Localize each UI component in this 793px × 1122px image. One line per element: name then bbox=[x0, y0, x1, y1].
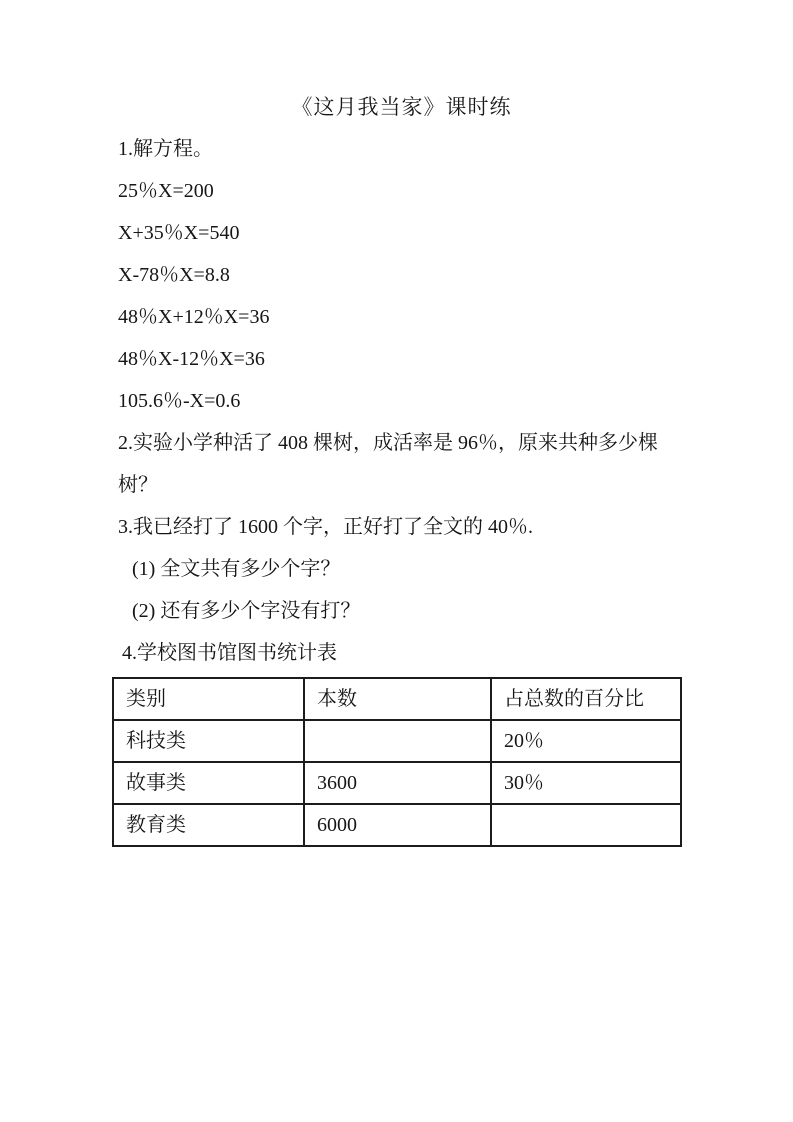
problem3-subquestion-2: (2) 还有多少个字没有打？ bbox=[132, 600, 361, 622]
table-cell: 故事类 bbox=[113, 762, 304, 804]
table-row bbox=[113, 762, 681, 804]
problem1-heading: 1.解方程。 bbox=[118, 138, 213, 160]
table-cell: 教育类 bbox=[113, 804, 304, 846]
header-cell-category: 类别 bbox=[113, 678, 304, 720]
equation-line-5: 48％X-12％X=36 bbox=[118, 348, 265, 370]
table-header-row bbox=[113, 678, 681, 720]
page-title: 《这月我当家》课时练 bbox=[291, 95, 512, 119]
problem3-text: 3.我已经打了 1600 个字，正好打了全文的 40％. bbox=[118, 516, 533, 538]
equation-line-3: X-78％X=8.8 bbox=[118, 264, 230, 286]
problem4-heading: 4.学校图书馆图书统计表 bbox=[122, 642, 337, 664]
table-cell: 6000 bbox=[304, 804, 491, 846]
problem2-text: 2.实验小学种活了 408 棵树，成活率是 96％，原来共种多少棵树？ bbox=[118, 432, 658, 496]
table-cell: 20％ bbox=[491, 720, 681, 762]
equation-line-4: 48％X+12％X=36 bbox=[118, 306, 270, 328]
header-cell-percentage: 占总数的百分比 bbox=[491, 678, 681, 720]
library-stats-table bbox=[112, 677, 682, 847]
table-cell bbox=[491, 804, 681, 846]
table-cell: 30％ bbox=[491, 762, 681, 804]
table-row bbox=[113, 804, 681, 846]
header-cell-count: 本数 bbox=[304, 678, 491, 720]
table-row bbox=[113, 720, 681, 762]
equation-line-1: 25％X=200 bbox=[118, 180, 214, 202]
equation-line-6: 105.6％-X=0.6 bbox=[118, 390, 241, 412]
table-cell: 3600 bbox=[304, 762, 491, 804]
table-cell: 科技类 bbox=[113, 720, 304, 762]
table-cell bbox=[304, 720, 491, 762]
problem3-subquestion-1: (1) 全文共有多少个字？ bbox=[132, 558, 341, 580]
equation-line-2: X+35％X=540 bbox=[118, 222, 240, 244]
